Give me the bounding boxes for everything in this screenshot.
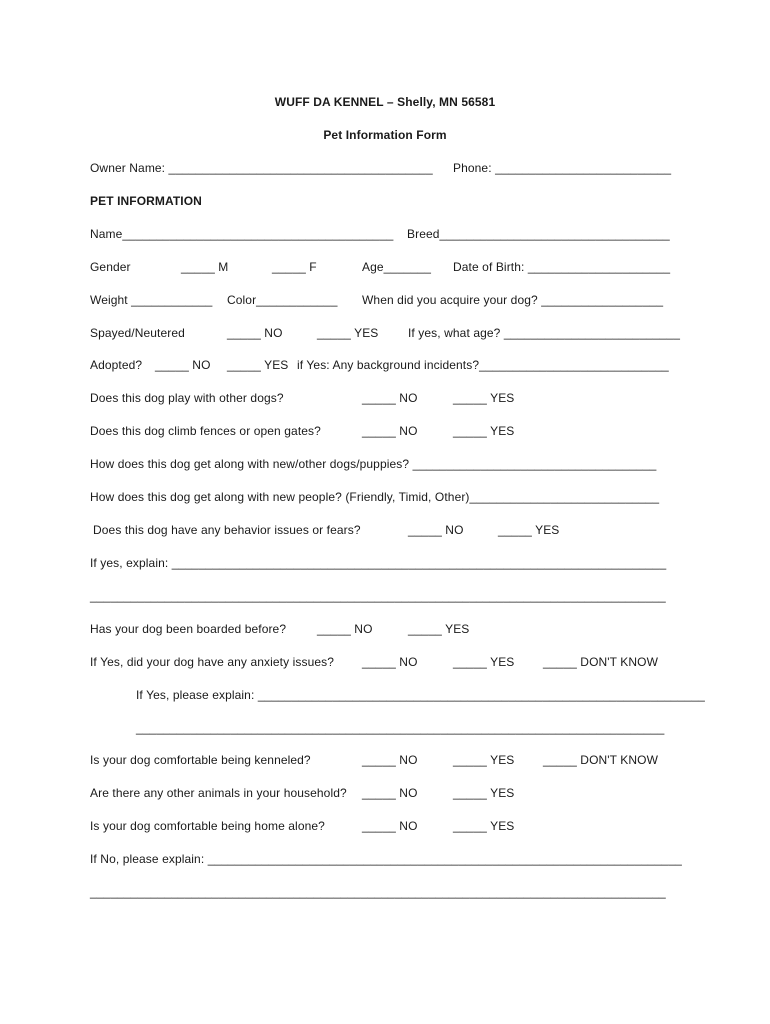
play-dogs-no-option[interactable]: _____ NO xyxy=(362,391,418,405)
gender-label: Gender xyxy=(90,260,131,274)
boarded-no-option[interactable]: _____ NO xyxy=(317,622,373,636)
home-alone-explain-line[interactable]: _____________________________________________________________________________________ xyxy=(90,885,666,899)
boarded-question: Has your dog been boarded before? xyxy=(90,622,287,636)
get-along-dogs-field[interactable]: How does this dog get along with new/other dogs/puppies? ____________________________________ xyxy=(90,457,657,471)
breed-field[interactable]: Breed__________________________________ xyxy=(407,227,670,241)
gender-m-option[interactable]: _____ M xyxy=(181,260,229,274)
kenneled-yes-option[interactable]: _____ YES xyxy=(453,753,515,767)
spayed-no-option[interactable]: _____ NO xyxy=(227,326,283,340)
form-title: Pet Information Form xyxy=(323,128,447,142)
adopted-yes-option[interactable]: _____ YES xyxy=(227,358,289,372)
other-animals-question: Are there any other animals in your household? xyxy=(90,786,347,800)
acquired-field[interactable]: When did you acquire your dog? __________________ xyxy=(362,293,664,307)
behavior-no-option[interactable]: _____ NO xyxy=(408,523,464,537)
adopted-label: Adopted? xyxy=(90,358,143,372)
pet-name-field[interactable]: Name________________________________________ xyxy=(90,227,394,241)
behavior-yes-option[interactable]: _____ YES xyxy=(498,523,560,537)
incidents-field[interactable]: if Yes: Any background incidents?____________________________ xyxy=(297,358,669,372)
age-field[interactable]: Age_______ xyxy=(362,260,432,274)
anxiety-no-option[interactable]: _____ NO xyxy=(362,655,418,669)
home-alone-no-option[interactable]: _____ NO xyxy=(362,819,418,833)
home-alone-explain-field[interactable]: If No, please explain: ______________________________________________________________________ xyxy=(90,852,682,866)
kenneled-dont-know-option[interactable]: _____ DON'T KNOW xyxy=(543,753,659,767)
behavior-question: Does this dog have any behavior issues or fears? xyxy=(93,523,361,537)
behavior-explain-field[interactable]: If yes, explain: _________________________________________________________________________ xyxy=(90,556,667,570)
owner-name-field[interactable]: Owner Name: _______________________________________ xyxy=(90,161,433,175)
spayed-age-field[interactable]: If yes, what age? __________________________ xyxy=(408,326,680,340)
gender-f-option[interactable]: _____ F xyxy=(272,260,317,274)
kenneled-question: Is your dog comfortable being kenneled? xyxy=(90,753,311,767)
get-along-people-field[interactable]: How does this dog get along with new people? (Friendly, Timid, Other)____________________________ xyxy=(90,490,660,504)
anxiety-explain-line[interactable]: ______________________________________________________________________________ xyxy=(136,721,665,735)
climb-yes-option[interactable]: _____ YES xyxy=(453,424,515,438)
weight-field[interactable]: Weight ____________ xyxy=(90,293,213,307)
adopted-no-option[interactable]: _____ NO xyxy=(155,358,211,372)
section-heading: PET INFORMATION xyxy=(90,194,202,208)
climb-no-option[interactable]: _____ NO xyxy=(362,424,418,438)
anxiety-dont-know-option[interactable]: _____ DON'T KNOW xyxy=(543,655,659,669)
other-animals-no-option[interactable]: _____ NO xyxy=(362,786,418,800)
play-dogs-question: Does this dog play with other dogs? xyxy=(90,391,284,405)
spayed-label: Spayed/Neutered xyxy=(90,326,185,340)
climb-question: Does this dog climb fences or open gates? xyxy=(90,424,321,438)
boarded-yes-option[interactable]: _____ YES xyxy=(408,622,470,636)
dob-field[interactable]: Date of Birth: _____________________ xyxy=(453,260,671,274)
kenneled-no-option[interactable]: _____ NO xyxy=(362,753,418,767)
home-alone-question: Is your dog comfortable being home alone? xyxy=(90,819,325,833)
phone-field[interactable]: Phone: __________________________ xyxy=(453,161,672,175)
color-field[interactable]: Color____________ xyxy=(227,293,338,307)
kennel-title: WUFF DA KENNEL – Shelly, MN 56581 xyxy=(274,95,496,109)
anxiety-question: If Yes, did your dog have any anxiety issues? xyxy=(90,655,334,669)
behavior-explain-line[interactable]: _____________________________________________________________________________________ xyxy=(90,589,666,603)
home-alone-yes-option[interactable]: _____ YES xyxy=(453,819,515,833)
play-dogs-yes-option[interactable]: _____ YES xyxy=(453,391,515,405)
anxiety-explain-field[interactable]: If Yes, please explain: __________________________________________________________________ xyxy=(136,688,705,702)
spayed-yes-option[interactable]: _____ YES xyxy=(317,326,379,340)
anxiety-yes-option[interactable]: _____ YES xyxy=(453,655,515,669)
other-animals-yes-option[interactable]: _____ YES xyxy=(453,786,515,800)
